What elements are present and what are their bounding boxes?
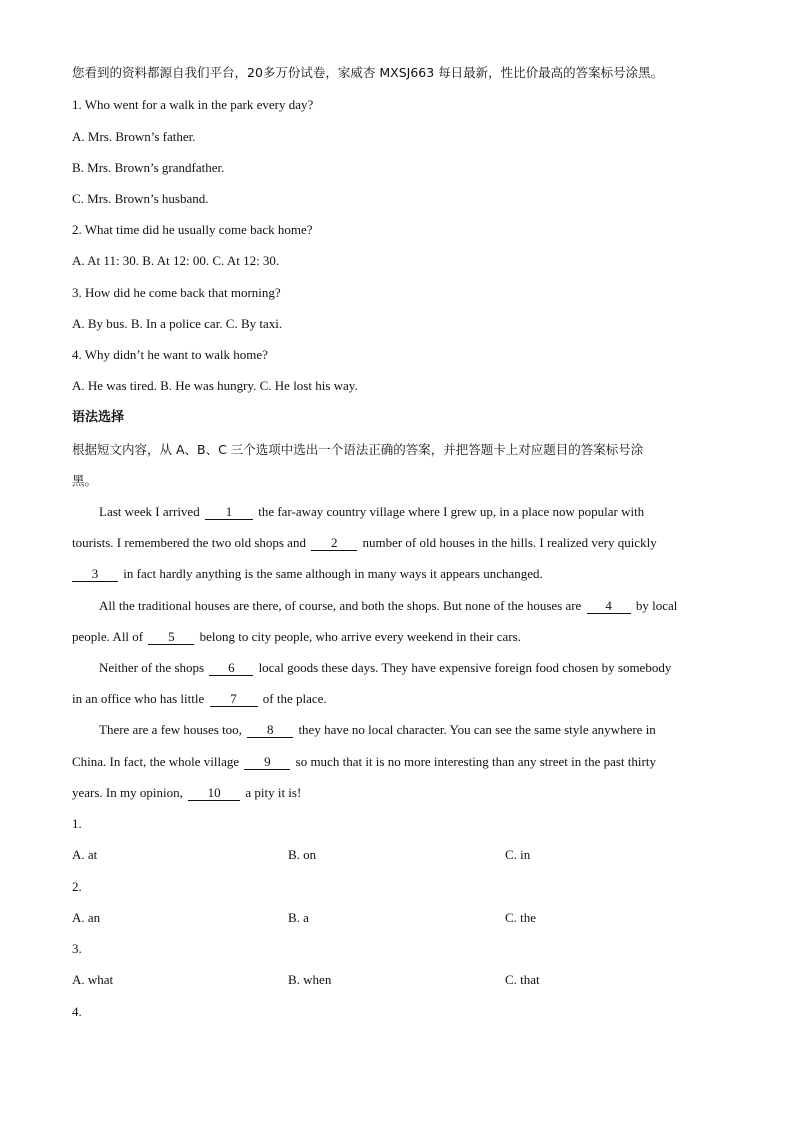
passage-text: Last week I arrived [99, 504, 203, 519]
listening-question-1: 1. Who went for a walk in the park every day? [72, 97, 314, 112]
passage-text: the far-away country village where I grew up, in a place now popular with [254, 504, 645, 519]
question-number: 1. [72, 816, 82, 831]
blank-7: 7 [210, 692, 258, 707]
blank-2: 2 [311, 536, 357, 551]
blank-9: 9 [244, 755, 290, 770]
blank-10: 10 [188, 786, 240, 801]
blank-4: 4 [587, 599, 631, 614]
question-number: 4. [72, 1004, 82, 1019]
option-a: A. an [72, 910, 101, 925]
blank-8: 8 [247, 723, 293, 738]
listening-options: A. He was tired. B. He was hungry. C. He lost his way. [72, 378, 358, 393]
passage-line [72, 534, 657, 552]
passage-text: Neither of the shops [99, 660, 208, 675]
passage-line [99, 597, 677, 615]
section-title: 语法选择 [72, 410, 125, 425]
passage-text: by local [632, 598, 678, 613]
blank-1: 1 [205, 505, 253, 520]
instructions-cont: 黑。 [72, 473, 98, 488]
passage-line [99, 503, 644, 521]
listening-option: C. Mrs. Brown’s husband. [72, 191, 209, 206]
passage-text: in an office who has little [72, 691, 208, 706]
option-a: A. what [72, 972, 114, 987]
option-c: C. in [505, 847, 531, 862]
passage-text: a pity it is! [242, 785, 302, 800]
passage-line [72, 628, 521, 646]
listening-option: A. Mrs. Brown’s father. [72, 129, 196, 144]
passage-text: All the traditional houses are there, of course, and both the shops. But none of the houses are [99, 598, 585, 613]
passage-text: so much that it is no more interesting than any street in the past thirty [292, 754, 656, 769]
passage-line [99, 721, 656, 739]
passage-text: years. In my opinion, [72, 785, 187, 800]
passage-line [72, 784, 301, 802]
passage-text: they have no local character. You can see the same style anywhere in [295, 722, 656, 737]
option-b: B. a [288, 910, 309, 925]
listening-options: A. At 11: 30. B. At 12: 00. C. At 12: 30. [72, 253, 280, 268]
option-c: C. that [505, 972, 540, 987]
header-notice: 您看到的资料都源自我们平台，20多万份试卷，家威杏 MXSJ663 每日最新，性比价最高的答案标号涂黑。 [72, 65, 664, 80]
listening-option: B. Mrs. Brown’s grandfather. [72, 160, 225, 175]
passage-text: China. In fact, the whole village [72, 754, 243, 769]
passage-line [72, 753, 656, 771]
blank-5: 5 [148, 630, 194, 645]
passage-text: of the place. [259, 691, 327, 706]
passage-text: local goods these days. They have expensive foreign food chosen by somebody [255, 660, 672, 675]
question-number: 2. [72, 879, 82, 894]
option-b: B. when [288, 972, 332, 987]
listening-question-4: 4. Why didn’t he want to walk home? [72, 347, 268, 362]
passage-text: belong to city people, who arrive every weekend in their cars. [196, 629, 521, 644]
instructions: 根据短文内容，从 A、B、C 三个选项中选出一个语法正确的答案，并把答题卡上对应题目的答案标号涂 [72, 442, 644, 457]
passage-line [72, 690, 327, 708]
option-c: C. the [505, 910, 537, 925]
passage-text: in fact hardly anything is the same although in many ways it appears unchanged. [120, 566, 543, 581]
listening-question-2: 2. What time did he usually come back home? [72, 222, 313, 237]
blank-6: 6 [209, 661, 253, 676]
passage-text: tourists. I remembered the two old shops and [72, 535, 310, 550]
listening-options: A. By bus. B. In a police car. C. By taxi. [72, 316, 283, 331]
option-b: B. on [288, 847, 317, 862]
passage-line [72, 565, 543, 583]
question-number: 3. [72, 941, 82, 956]
option-a: A. at [72, 847, 98, 862]
passage-text: number of old houses in the hills. I realized very quickly [359, 535, 657, 550]
blank-3: 3 [72, 567, 118, 582]
listening-question-3: 3. How did he come back that morning? [72, 285, 281, 300]
passage-text: There are a few houses too, [99, 722, 246, 737]
passage-line [99, 659, 671, 677]
passage-text: people. All of [72, 629, 147, 644]
